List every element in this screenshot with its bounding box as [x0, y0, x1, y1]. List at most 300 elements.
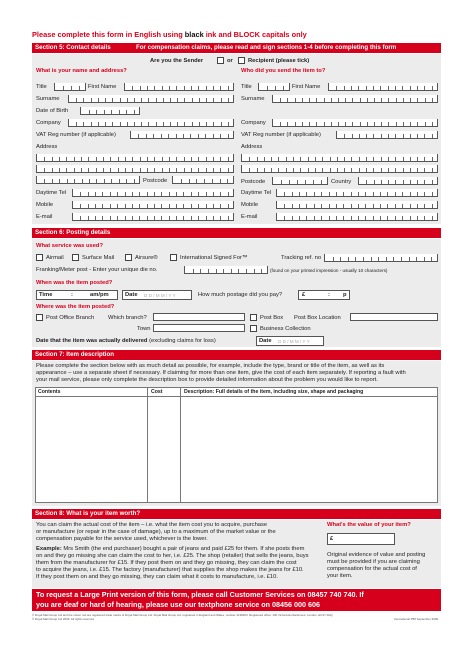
comb-divider: [271, 157, 272, 161]
comb-divider: [213, 216, 214, 220]
comb-divider: [184, 98, 185, 102]
evidence-4: your item.: [327, 573, 353, 579]
section8-title: Section 8: What is your item worth?: [35, 510, 141, 517]
comb-divider: [292, 204, 293, 208]
comb-divider: [373, 134, 374, 138]
recipient-company-label: Company: [241, 120, 266, 126]
comb-divider: [206, 122, 207, 126]
comb-divider: [351, 204, 352, 208]
surname-label: Surname: [36, 96, 60, 102]
comb-divider: [169, 157, 170, 161]
comb-divider: [403, 180, 404, 184]
comb-divider: [329, 204, 330, 208]
recipient-daytime-tel-label: Daytime Tel: [241, 190, 272, 196]
comb-divider: [220, 179, 221, 183]
comb-divider: [111, 110, 112, 114]
comb-divider: [381, 157, 382, 161]
comb-divider: [156, 122, 157, 126]
town-input[interactable]: [153, 324, 245, 332]
comb-divider: [295, 122, 296, 126]
section6-title: Section 6: Posting details: [35, 229, 111, 236]
comb-divider: [284, 204, 285, 208]
comb-divider: [432, 180, 433, 184]
comb-divider: [381, 98, 382, 102]
comb-divider: [431, 257, 432, 261]
surface-checkbox[interactable]: [72, 254, 79, 261]
comb-divider: [315, 157, 316, 161]
comb-divider: [220, 86, 221, 90]
comb-divider: [228, 86, 229, 90]
s8-example-5: If they post them on and they go missing, they can claim what it costs to manufacture, i.e. £10.: [36, 574, 278, 580]
comb-divider: [192, 98, 193, 102]
comb-divider: [220, 168, 221, 172]
comb-divider: [104, 179, 105, 183]
comb-divider: [110, 216, 111, 220]
comb-divider: [138, 134, 139, 138]
surname-input[interactable]: [68, 95, 234, 103]
comb-divider: [74, 179, 75, 183]
comb-divider: [381, 122, 382, 126]
comb-divider: [373, 86, 374, 90]
comb-divider: [299, 216, 300, 220]
comb-divider: [264, 157, 265, 161]
postcode-label: Postcode: [143, 178, 168, 184]
comb-divider: [213, 134, 214, 138]
comb-divider: [395, 134, 396, 138]
comb-divider: [409, 257, 410, 261]
comb-divider: [378, 257, 379, 261]
business-checkbox[interactable]: [250, 325, 257, 332]
comb-divider: [102, 204, 103, 208]
comb-divider: [246, 269, 247, 273]
comb-divider: [191, 168, 192, 172]
comb-divider: [249, 157, 250, 161]
comb-divider: [221, 122, 222, 126]
comb-divider: [360, 122, 361, 126]
title-input[interactable]: [54, 83, 86, 91]
sender-checkbox[interactable]: [217, 57, 224, 64]
comb-divider: [91, 98, 92, 102]
comb-divider: [305, 180, 306, 184]
comb-divider: [110, 204, 111, 208]
comb-divider: [220, 192, 221, 196]
evidence-3: compensation for the actual cost of: [327, 566, 417, 572]
comb-divider: [417, 216, 418, 220]
comb-divider: [292, 216, 293, 220]
s7-intro-3: your mail service, please only complete the description box to provide detailed information about the problem you would like to report.: [36, 377, 378, 383]
comb-divider: [351, 157, 352, 161]
signed-checkbox[interactable]: [170, 254, 177, 261]
comb-divider: [275, 86, 276, 90]
comb-divider: [44, 179, 45, 183]
comb-divider: [181, 179, 182, 183]
comb-divider: [402, 192, 403, 196]
comb-divider: [283, 86, 284, 90]
comb-divider: [200, 269, 201, 273]
comb-divider: [88, 157, 89, 161]
recipient-email-input[interactable]: [276, 213, 438, 221]
company-input[interactable]: [68, 119, 234, 127]
which-branch-label: Which branch?: [108, 315, 147, 321]
comb-divider: [141, 122, 142, 126]
comb-divider: [198, 168, 199, 172]
comb-divider: [410, 122, 411, 126]
comb-divider: [169, 168, 170, 172]
po-box-checkbox[interactable]: [250, 314, 257, 321]
comb-divider: [321, 204, 322, 208]
comb-divider: [147, 86, 148, 90]
comb-divider: [306, 204, 307, 208]
comb-divider: [403, 168, 404, 172]
which-branch-input[interactable]: [153, 313, 245, 321]
time-separator: :: [71, 292, 73, 298]
comb-divider: [119, 110, 120, 114]
comb-divider: [373, 168, 374, 172]
comb-divider: [183, 134, 184, 138]
comb-divider: [220, 157, 221, 161]
comb-divider: [206, 168, 207, 172]
comb-divider: [88, 168, 89, 172]
comb-divider: [140, 168, 141, 172]
recipient-first-name-input[interactable]: [328, 83, 438, 91]
comb-divider: [395, 157, 396, 161]
cost-column[interactable]: [148, 387, 181, 503]
comb-divider: [206, 86, 207, 90]
comb-divider: [308, 157, 309, 161]
section8-header: [32, 509, 441, 519]
legal-line-1: © Royal Mail Group Ltd and the colour red are registered trade marks of Royal Mail Group Ltd. Royal Mail Group Ltd, registered in England and Wales, number 4138203. Registered office: 100 Victoria Embankment, London, EC4Y 0HQ.: [32, 613, 334, 617]
po-branch-checkbox[interactable]: [36, 314, 43, 321]
comb-divider: [206, 204, 207, 208]
recipient-address-heading: Who did you send the item to?: [241, 68, 326, 74]
comb-divider: [105, 122, 106, 126]
address-line-1[interactable]: [36, 154, 234, 162]
comb-divider: [117, 192, 118, 196]
recipient-surname-input[interactable]: [272, 95, 438, 103]
comb-divider: [44, 157, 45, 161]
comb-divider: [359, 157, 360, 161]
comb-divider: [161, 204, 162, 208]
comb-divider: [183, 216, 184, 220]
comb-divider: [401, 257, 402, 261]
comb-divider: [336, 216, 337, 220]
comb-divider: [302, 98, 303, 102]
comb-divider: [417, 168, 418, 172]
comb-divider: [125, 192, 126, 196]
comb-divider: [351, 192, 352, 196]
comb-divider: [103, 168, 104, 172]
s8-body-2: or manufacture (or repair in the case of damage), up to a maximum of the market value or the: [36, 529, 276, 535]
description-column[interactable]: [181, 387, 438, 503]
recipient-vat-input[interactable]: [336, 131, 438, 139]
comb-divider: [66, 157, 67, 161]
comb-divider: [395, 204, 396, 208]
comb-divider: [110, 157, 111, 161]
comb-divider: [127, 98, 128, 102]
comb-divider: [257, 157, 258, 161]
comb-divider: [63, 86, 64, 90]
mobile-input[interactable]: [72, 201, 234, 209]
comb-divider: [177, 122, 178, 126]
address-line-2[interactable]: [36, 165, 234, 173]
comb-divider: [322, 168, 323, 172]
comb-divider: [161, 134, 162, 138]
comb-divider: [147, 168, 148, 172]
dob-input[interactable]: [80, 107, 140, 115]
airsure-checkbox[interactable]: [125, 254, 132, 261]
comb-divider: [424, 192, 425, 196]
comb-divider: [358, 86, 359, 90]
comb-divider: [324, 122, 325, 126]
recipient-postcode-label: Postcode: [241, 179, 266, 185]
comb-divider: [257, 168, 258, 172]
comb-divider: [410, 204, 411, 208]
comb-divider: [208, 269, 209, 273]
comb-divider: [286, 168, 287, 172]
first-name-input[interactable]: [124, 83, 234, 91]
title-label: Title: [36, 84, 47, 90]
comb-divider: [163, 98, 164, 102]
comb-divider: [132, 192, 133, 196]
comb-divider: [227, 179, 228, 183]
comb-divider: [381, 168, 382, 172]
comb-divider: [147, 157, 148, 161]
comb-divider: [184, 86, 185, 90]
postcode-input[interactable]: [172, 176, 234, 184]
comb-divider: [154, 204, 155, 208]
comb-divider: [374, 98, 375, 102]
comb-divider: [293, 168, 294, 172]
comb-divider: [308, 168, 309, 172]
comb-divider: [163, 122, 164, 126]
comb-divider: [191, 86, 192, 90]
comb-divider: [154, 216, 155, 220]
po-box-location-input[interactable]: [350, 313, 438, 321]
first-name-label: First Name: [88, 84, 117, 90]
col-description: Description: Full details of the item, including size, shape and packaging: [184, 389, 364, 395]
comb-divider: [336, 204, 337, 208]
s7-intro-1: Please complete the section below with as much detail as possible, for example, include the type, brand or title of the item, as well as its: [36, 363, 385, 369]
comb-divider: [76, 122, 77, 126]
address-label: Address: [36, 144, 58, 150]
comb-divider: [410, 192, 411, 196]
evidence-1: Original evidence of value and posting: [327, 552, 426, 558]
email-input[interactable]: [72, 213, 234, 221]
comb-divider: [126, 179, 127, 183]
comb-divider: [417, 192, 418, 196]
comb-divider: [80, 204, 81, 208]
table-header-rule: [35, 396, 438, 397]
comb-divider: [365, 192, 366, 196]
evidence-2: must be provided if you are claiming: [327, 559, 420, 565]
comb-divider: [176, 157, 177, 161]
comb-divider: [321, 216, 322, 220]
comb-divider: [417, 180, 418, 184]
comb-divider: [300, 157, 301, 161]
comb-divider: [176, 192, 177, 196]
comb-divider: [336, 192, 337, 196]
comb-divider: [380, 192, 381, 196]
comb-divider: [206, 157, 207, 161]
recipient-vat-label: VAT Reg number (if applicable): [241, 132, 321, 138]
recipient-first-name-label: First Name: [292, 84, 321, 90]
delivered-date-hint: D D / M M / Y Y: [278, 339, 310, 344]
comb-divider: [293, 157, 294, 161]
comb-divider: [333, 257, 334, 261]
comb-divider: [329, 216, 330, 220]
comb-divider: [313, 180, 314, 184]
comb-divider: [424, 134, 425, 138]
comb-divider: [330, 168, 331, 172]
comb-divider: [366, 168, 367, 172]
comb-divider: [117, 216, 118, 220]
comb-divider: [59, 168, 60, 172]
comb-divider: [337, 157, 338, 161]
tracking-input[interactable]: [324, 254, 438, 262]
comb-divider: [284, 192, 285, 196]
comb-divider: [110, 192, 111, 196]
comb-divider: [417, 157, 418, 161]
comb-divider: [432, 157, 433, 161]
comb-divider: [147, 204, 148, 208]
comb-divider: [343, 216, 344, 220]
company-label: Company: [36, 120, 61, 126]
comb-divider: [424, 168, 425, 172]
address-line-3[interactable]: [36, 176, 140, 184]
comb-divider: [139, 216, 140, 220]
banner-line-2: you are deaf or hard of hearing, please use our textphone service on 08456 000 606: [36, 600, 321, 609]
comb-divider: [358, 192, 359, 196]
s8-body-1: You can claim the actual cost of the item – i.e. what the item cost you to acquire, purchase: [36, 522, 268, 528]
comb-divider: [212, 179, 213, 183]
comb-divider: [102, 216, 103, 220]
comb-divider: [169, 216, 170, 220]
vat-input[interactable]: [130, 131, 234, 139]
comb-divider: [184, 157, 185, 161]
comb-divider: [192, 122, 193, 126]
contents-column[interactable]: [35, 387, 148, 503]
recipient-label: Recipient (please tick): [248, 58, 310, 64]
comb-divider: [344, 168, 345, 172]
comb-divider: [410, 180, 411, 184]
vat-label: VAT Reg number (if applicable): [36, 132, 116, 138]
comb-divider: [358, 216, 359, 220]
recipient-mobile-label: Mobile: [241, 202, 259, 208]
po-box-label: Post Box: [260, 315, 284, 321]
comb-divider: [380, 204, 381, 208]
recipient-checkbox[interactable]: [238, 57, 245, 64]
comb-divider: [228, 157, 229, 161]
comb-divider: [140, 157, 141, 161]
comb-divider: [402, 204, 403, 208]
recipient-company-input[interactable]: [272, 119, 438, 127]
comb-divider: [213, 168, 214, 172]
comb-divider: [83, 122, 84, 126]
comb-divider: [220, 204, 221, 208]
comb-divider: [120, 98, 121, 102]
comb-divider: [134, 122, 135, 126]
comb-divider: [360, 98, 361, 102]
comb-divider: [125, 216, 126, 220]
comb-divider: [432, 86, 433, 90]
comb-divider: [297, 180, 298, 184]
comb-divider: [324, 98, 325, 102]
comb-divider: [302, 122, 303, 126]
comb-divider: [373, 216, 374, 220]
comb-divider: [388, 168, 389, 172]
comb-divider: [169, 192, 170, 196]
comb-divider: [228, 192, 229, 196]
comb-divider: [351, 168, 352, 172]
comb-divider: [228, 98, 229, 102]
comb-divider: [387, 204, 388, 208]
comb-divider: [299, 192, 300, 196]
franking-input[interactable]: [184, 266, 268, 274]
recipient-address-line-1[interactable]: [241, 154, 438, 162]
comb-divider: [432, 192, 433, 196]
comb-divider: [125, 168, 126, 172]
recipient-title-input[interactable]: [258, 83, 290, 91]
comb-divider: [395, 180, 396, 184]
country-input[interactable]: [358, 177, 438, 185]
comb-divider: [287, 98, 288, 102]
comb-divider: [365, 216, 366, 220]
comb-divider: [345, 98, 346, 102]
comb-divider: [83, 98, 84, 102]
comb-divider: [177, 98, 178, 102]
comb-divider: [139, 192, 140, 196]
comb-divider: [388, 86, 389, 90]
recipient-postcode-input[interactable]: [272, 177, 328, 185]
comb-divider: [176, 168, 177, 172]
comb-divider: [395, 168, 396, 172]
col-contents: Contents: [38, 389, 61, 395]
delivered-note: (excluding claims for loss): [147, 338, 216, 344]
comb-divider: [380, 86, 381, 90]
comb-divider: [125, 157, 126, 161]
comb-divider: [132, 86, 133, 90]
recipient-daytime-tel-input[interactable]: [276, 189, 438, 197]
delivered-date-label: Date: [259, 338, 272, 344]
comb-divider: [425, 122, 426, 126]
comb-divider: [380, 216, 381, 220]
postage-dot: :: [328, 292, 330, 298]
country-label: Country: [331, 179, 352, 185]
comb-divider: [191, 216, 192, 220]
daytime-tel-label: Daytime Tel: [36, 190, 67, 196]
comb-divider: [403, 98, 404, 102]
daytime-tel-input[interactable]: [72, 189, 234, 197]
comb-divider: [331, 98, 332, 102]
comb-divider: [371, 257, 372, 261]
recipient-mobile-input[interactable]: [276, 201, 438, 209]
mobile-label: Mobile: [36, 202, 54, 208]
header-part1: Please complete this form in English using: [32, 30, 185, 39]
airmail-checkbox[interactable]: [36, 254, 43, 261]
recipient-address-line-2[interactable]: [241, 165, 438, 173]
comb-divider: [154, 168, 155, 172]
comb-divider: [139, 204, 140, 208]
comb-divider: [365, 204, 366, 208]
comb-divider: [351, 86, 352, 90]
comb-divider: [112, 98, 113, 102]
postage-pence: p: [343, 292, 347, 298]
email-label: E-mail: [36, 214, 53, 220]
value-input[interactable]: [327, 533, 395, 545]
comb-divider: [387, 216, 388, 220]
comb-divider: [292, 192, 293, 196]
comb-divider: [417, 204, 418, 208]
